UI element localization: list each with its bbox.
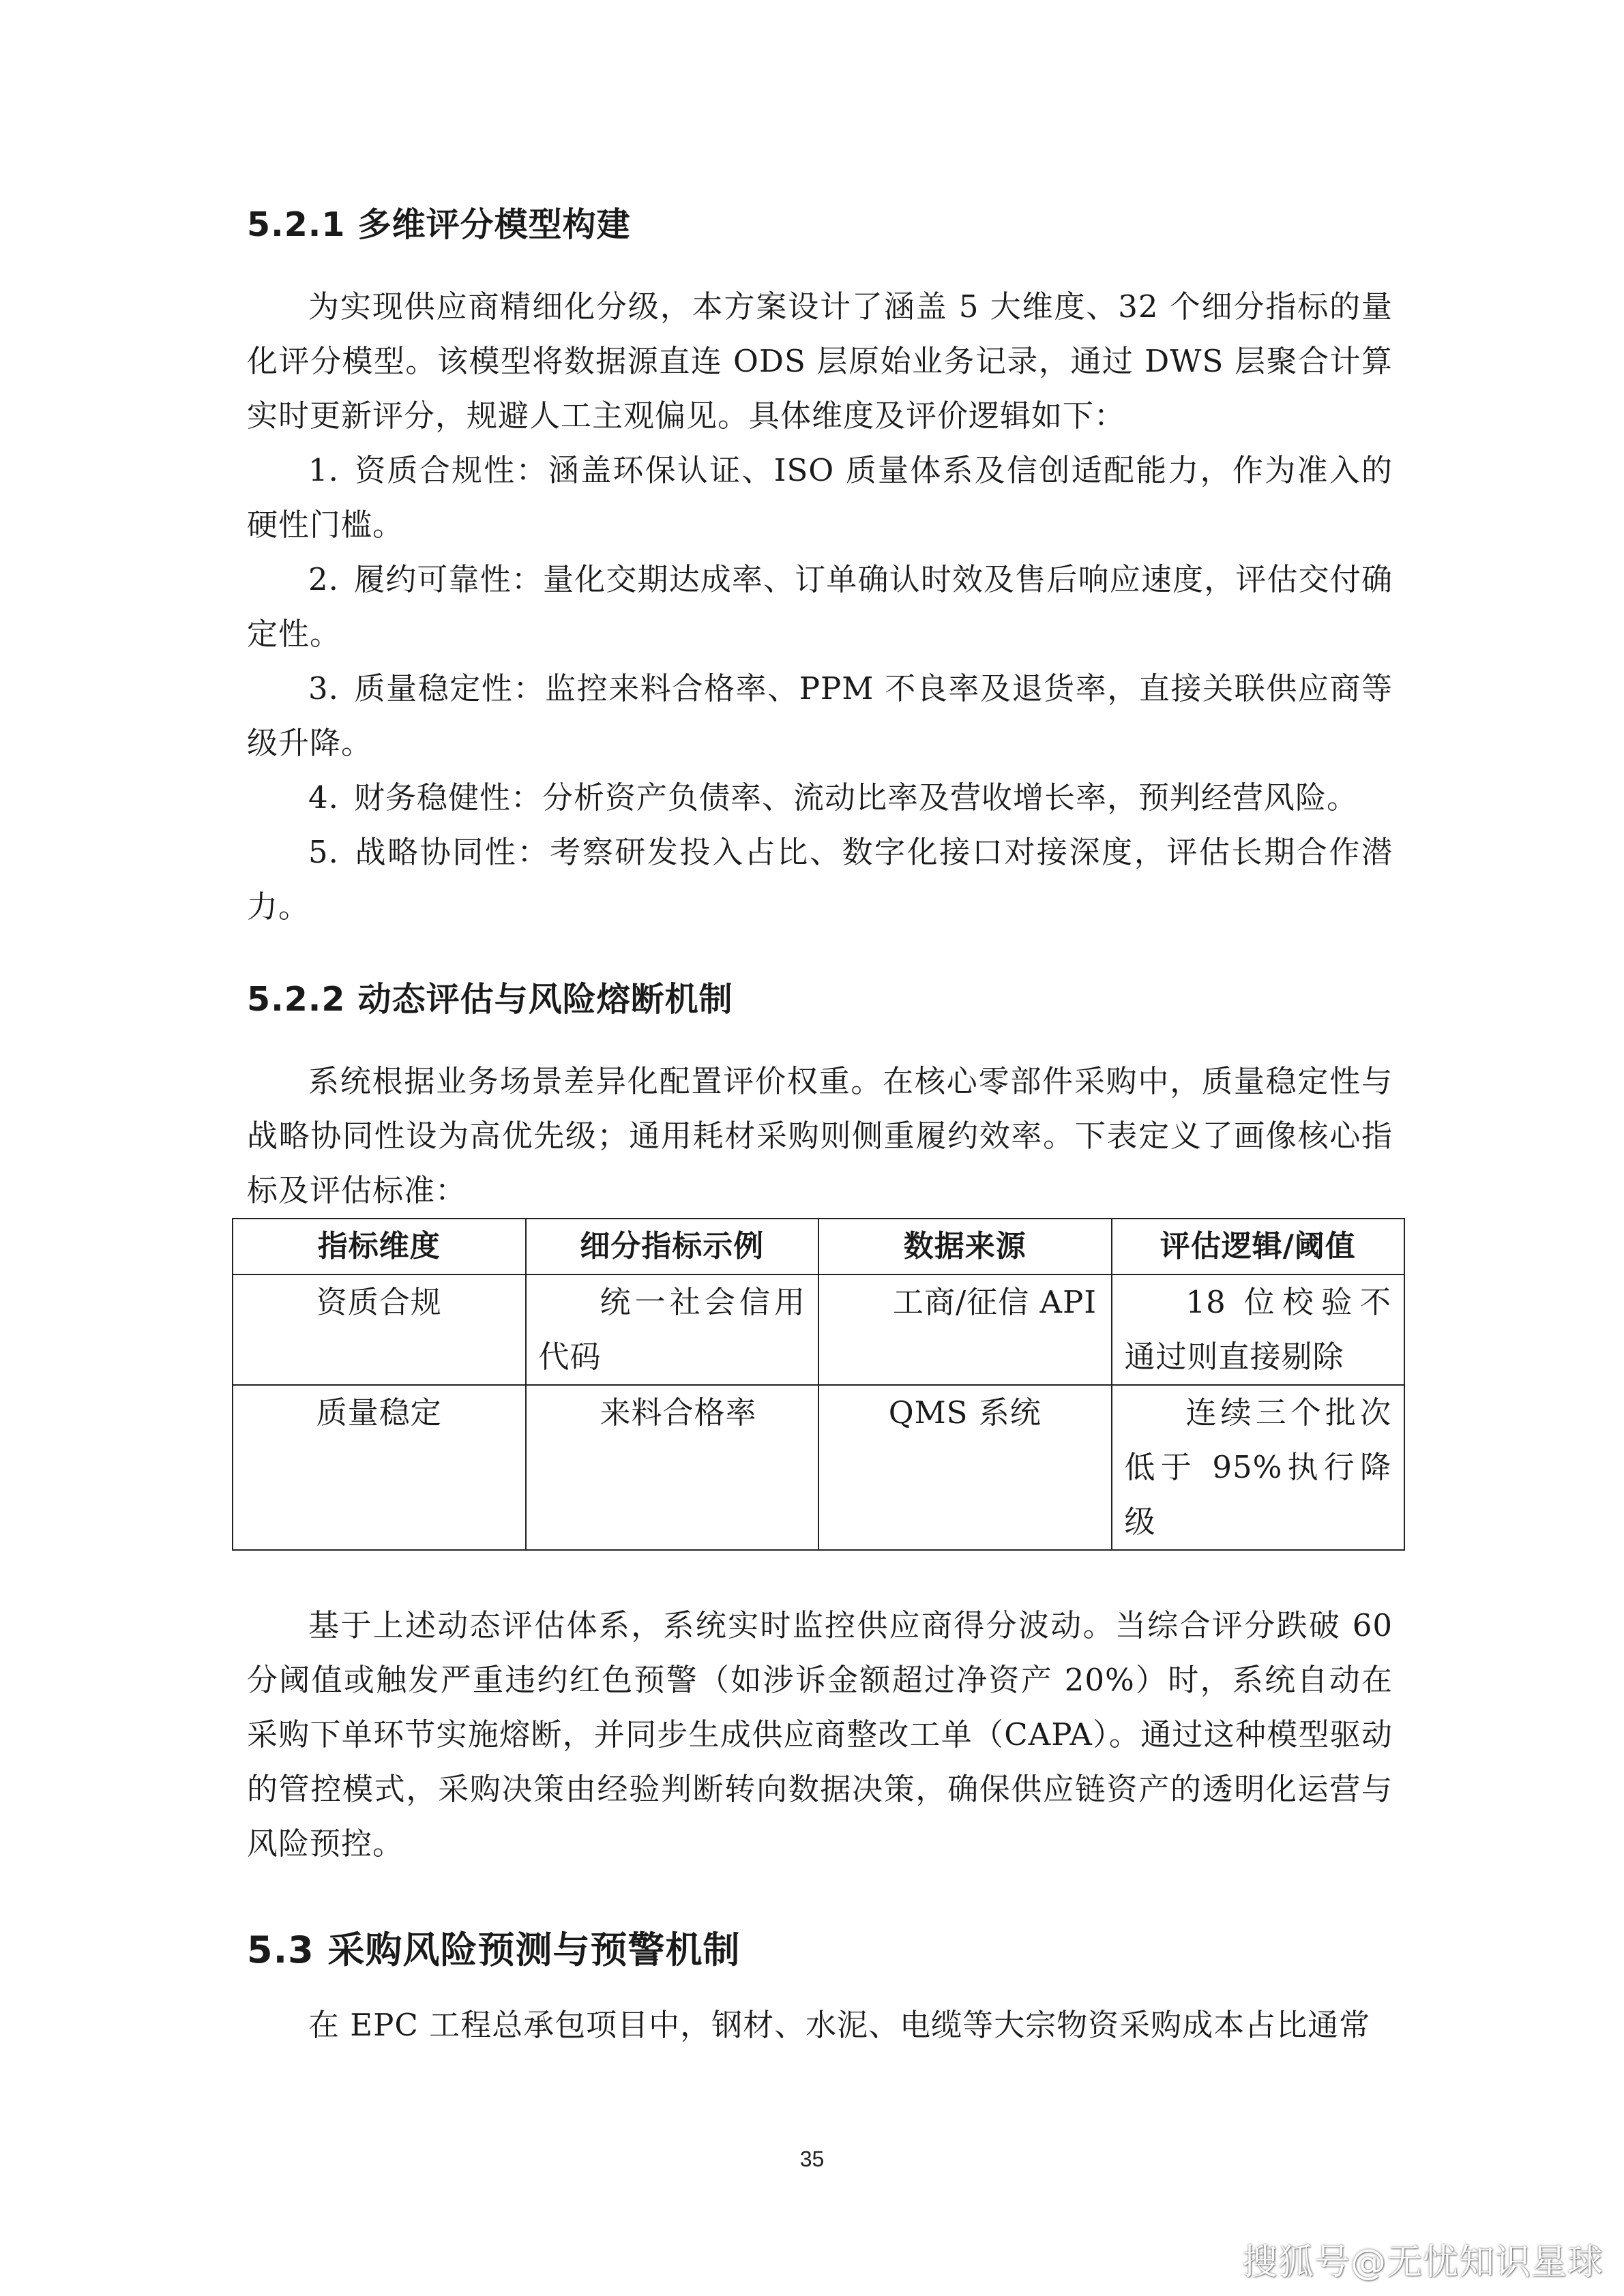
list-item-number: 3.	[308, 670, 339, 706]
list-item	[247, 771, 1393, 825]
table-cell: 来料合格率	[526, 1385, 819, 1550]
list-item-text: 资质合规性：涵盖环保认证、ISO 质量体系及信创适配能力，作为准入的硬性门槛。	[247, 452, 1393, 543]
table-cell: 连续三个批次低于 95%执行降级	[1112, 1385, 1405, 1550]
section-heading-5-2-1: 5.2.1 多维评分模型构建	[247, 205, 631, 244]
list-item	[247, 825, 1393, 934]
table-header-cell: 细分指标示例	[526, 1219, 819, 1274]
table-row	[233, 1274, 1404, 1385]
section-5-2-2-outro: 基于上述动态评估体系，系统实时监控供应商得分波动。当综合评分跌破 60 分阈值或触发严重违约红色预警（如涉诉金额超过净资产 20%）时，系统自动在采购下单环节实施熔断，并同步生成供应商整改工单（CAPA）。通过这种模型驱动的管控模式，采购决策由经验判断转向数据决策，确保供应链资产的透明化运营与风险预控。	[247, 1607, 1393, 1862]
table-header-cell: 评估逻辑/阈值	[1112, 1219, 1405, 1274]
list-item-text: 履约可靠性：量化交期达成率、订单确认时效及售后响应速度，评估交付确定性。	[247, 561, 1393, 652]
section-heading-5-2-2: 5.2.2 动态评估与风险熔断机制	[247, 980, 733, 1019]
list-item-text: 财务稳健性：分析资产负债率、流动比率及营收增长率，预判经营风险。	[353, 779, 1358, 816]
list-item-number: 1.	[308, 452, 339, 488]
list-item-text: 质量稳定性：监控来料合格率、PPM 不良率及退货率，直接关联供应商等级升降。	[247, 670, 1393, 761]
table-row	[233, 1385, 1404, 1550]
page-content	[247, 198, 1393, 2053]
list-item-number: 5.	[308, 834, 339, 870]
table-header-row	[233, 1219, 1404, 1274]
list-item	[247, 661, 1393, 771]
section-5-3-intro: 在 EPC 工程总承包项目中，钢材、水泥、电缆等大宗物资采购成本占比通常	[308, 2007, 1371, 2043]
table-cell: 质量稳定	[233, 1385, 526, 1550]
table-cell: 资质合规	[233, 1274, 526, 1385]
table-cell: 18 位校验不通过则直接剔除	[1112, 1274, 1405, 1385]
list-item-number: 4.	[308, 779, 339, 816]
page-number: 35	[799, 2147, 825, 2171]
section-heading-5-3: 5.3 采购风险预测与预警机制	[247, 1928, 741, 1971]
section-5-2-1-intro: 为实现供应商精细化分级，本方案设计了涵盖 5 大维度、32 个细分指标的量化评分模型。该模型将数据源直连 ODS 层原始业务记录，通过 DWS 层聚合计算实时更新评分，规避人工主观偏见。具体维度及评价逻辑如下：	[247, 288, 1393, 434]
section-5-2-2-intro: 系统根据业务场景差异化配置评价权重。在核心零部件采购中，质量稳定性与战略协同性设为高优先级；通用耗材采购则侧重履约效率。下表定义了画像核心指标及评估标准：	[247, 1063, 1393, 1208]
table-header-cell: 数据来源	[818, 1219, 1112, 1274]
table-header-cell: 指标维度	[233, 1219, 526, 1274]
list-item-number: 2.	[308, 561, 339, 597]
metrics-table	[232, 1218, 1405, 1551]
table-cell: QMS 系统	[818, 1385, 1112, 1550]
list-item	[247, 443, 1393, 552]
list-item-text: 战略协同性：考察研发投入占比、数字化接口对接深度，评估长期合作潜力。	[247, 834, 1393, 925]
table-cell: 统一社会信用代码	[526, 1274, 819, 1385]
list-item	[247, 552, 1393, 661]
table-cell: 工商/征信 API	[818, 1274, 1112, 1385]
watermark: 搜狐号@无忧知识星球	[1241, 2242, 1604, 2283]
